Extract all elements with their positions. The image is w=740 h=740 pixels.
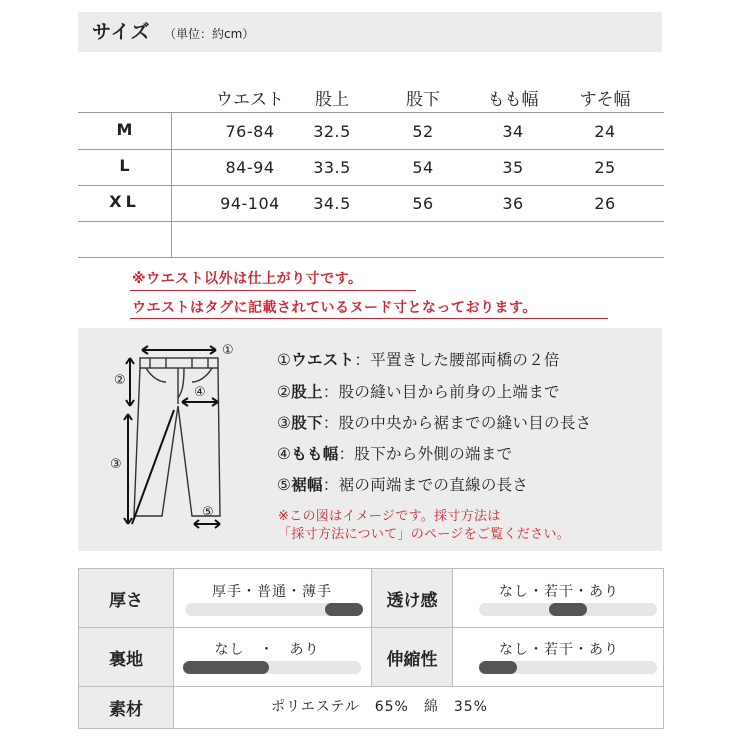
spec-label-material: 素材 <box>79 687 173 728</box>
transparency-indicator <box>549 603 587 616</box>
table-cell: 35 <box>502 158 524 177</box>
thickness-options: 厚手・普通・薄手 <box>212 584 332 600</box>
fly-stitch <box>178 368 184 398</box>
left-pocket <box>146 368 166 382</box>
material-value: ポリエステル 65% 綿 35% <box>271 699 488 715</box>
table-cell: 33.5 <box>313 158 351 177</box>
note-nude-size: ウエストはタグに記載されているヌード寸となっております。 <box>132 300 537 316</box>
diagram-note-line1: ※この図はイメージです。採寸方法は <box>278 509 501 524</box>
measure-thigh: ④もも幅：股下から外側の端まで <box>277 445 513 463</box>
table-cell: 84-94 <box>225 158 275 177</box>
belt-loops <box>150 358 208 368</box>
spec-divider <box>173 569 174 728</box>
marker-3: ③ <box>110 457 122 472</box>
col-header-hem: すそ幅 <box>579 90 631 110</box>
table-cell: 24 <box>594 122 616 141</box>
marker-5: ⑤ <box>202 505 214 520</box>
spec-table <box>78 568 664 729</box>
stretch-indicator <box>479 661 517 674</box>
thickness-indicator <box>325 603 363 616</box>
table-divider <box>78 185 664 186</box>
table-divider <box>78 149 664 150</box>
table-divider <box>78 221 664 222</box>
marker-4: ④ <box>194 385 206 400</box>
transparency-options: なし・若干・あり <box>499 584 619 600</box>
marker-1: ① <box>222 343 234 358</box>
table-divider <box>78 257 664 258</box>
spec-divider <box>371 569 372 686</box>
table-column-divider <box>171 112 172 258</box>
pants-outline <box>134 368 220 516</box>
col-header-inseam: 股下 <box>406 90 440 110</box>
table-cell: 34.5 <box>313 194 351 213</box>
table-cell: 56 <box>412 194 434 213</box>
diagram-note-line2: 「採寸方法について」のページをご覧ください。 <box>278 527 571 542</box>
size-unit: （単位：約cm） <box>164 27 255 41</box>
measure-rise: ②股上：股の縫い目から前身の上端まで <box>277 383 560 401</box>
spec-label-transparency: 透け感 <box>372 569 452 627</box>
row-size-m: M <box>116 120 133 139</box>
row-size-xl: XL <box>109 192 140 211</box>
measure-waist: ①ウエスト：平置きした腰部両橋の２倍 <box>277 351 560 369</box>
waistband-outline <box>140 358 218 368</box>
table-cell: 36 <box>502 194 524 213</box>
spec-label-stretch: 伸縮性 <box>372 628 452 686</box>
measure-hem: ⑤裾幅：裾の両端までの直線の長さ <box>277 476 529 494</box>
table-divider <box>78 112 664 113</box>
col-header-waist: ウエスト <box>216 90 284 110</box>
lining-options: なし ・ あり <box>214 642 320 658</box>
table-cell: 54 <box>412 158 434 177</box>
measure-inseam: ③股下：股の中央から裾までの縫い目の長さ <box>277 414 592 432</box>
table-cell: 76-84 <box>225 122 275 141</box>
spec-divider <box>79 686 663 687</box>
note-underline <box>130 290 416 291</box>
stretch-options: なし・若干・あり <box>499 642 619 658</box>
table-cell: 52 <box>412 122 434 141</box>
size-table <box>78 76 664 258</box>
pants-diagram <box>100 334 260 534</box>
table-cell: 94-104 <box>220 194 280 213</box>
table-cell: 34 <box>502 122 524 141</box>
note-underline <box>130 318 608 319</box>
marker-2: ② <box>114 373 126 388</box>
row-size-l: L <box>119 156 130 175</box>
table-cell: 32.5 <box>313 122 351 141</box>
spec-label-lining: 裏地 <box>79 628 173 686</box>
table-cell: 26 <box>594 194 616 213</box>
table-cell: 25 <box>594 158 616 177</box>
right-pocket <box>192 368 212 382</box>
spec-divider <box>452 569 453 686</box>
lining-indicator <box>183 661 269 674</box>
col-header-thigh: もも幅 <box>487 90 539 110</box>
note-finished-size: ※ウエスト以外は仕上がり寸です。 <box>132 271 363 287</box>
size-title: サイズ <box>92 21 151 43</box>
spec-label-thickness: 厚さ <box>79 569 173 627</box>
col-header-rise: 股上 <box>315 90 349 110</box>
